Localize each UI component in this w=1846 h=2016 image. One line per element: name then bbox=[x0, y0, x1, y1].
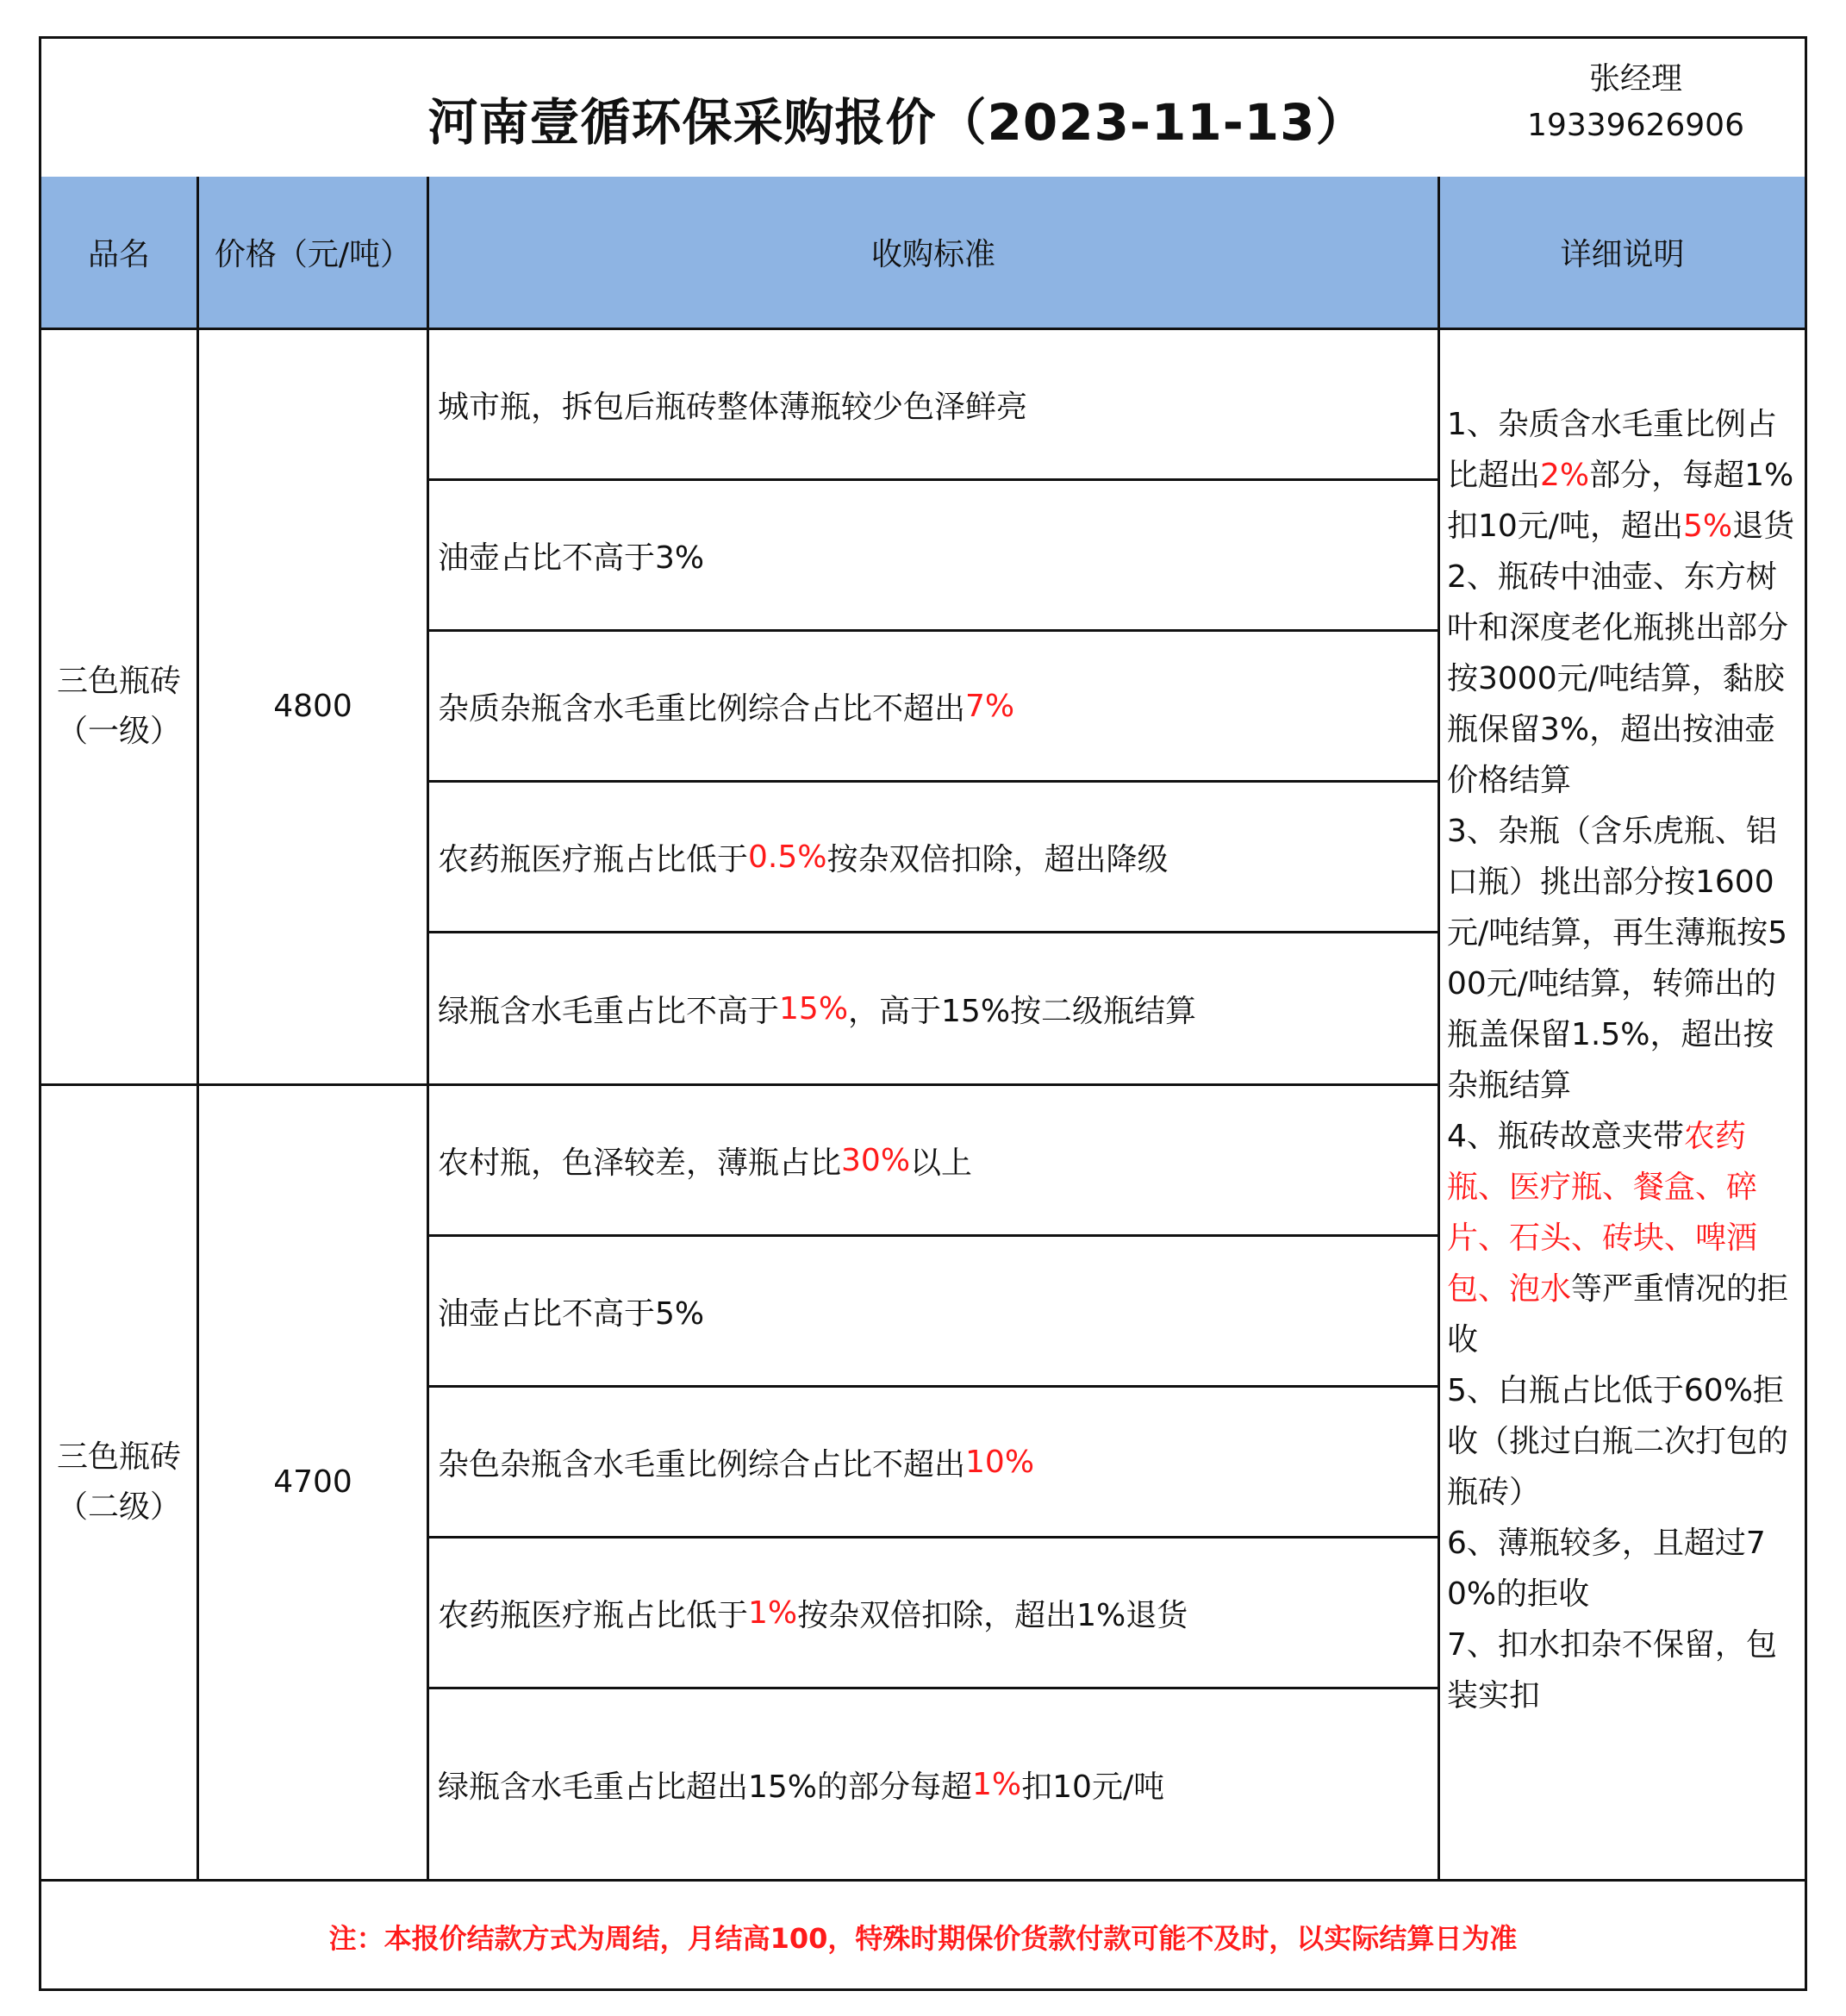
grade-1-price: 4800 bbox=[199, 330, 429, 1086]
footer-row bbox=[41, 1879, 1805, 1991]
criteria-text: 绿瓶含水毛重占比超出15%的部分每超 bbox=[438, 1769, 973, 1805]
detail-item-7: 7、扣水扣杂不保留，包装实扣 bbox=[1447, 1627, 1777, 1713]
detail-text: 退货 bbox=[1732, 509, 1795, 544]
detail-highlight: 5% bbox=[1682, 509, 1733, 544]
criteria-highlight: 0.5% bbox=[748, 839, 827, 875]
criteria-row bbox=[429, 632, 1440, 783]
criteria-row bbox=[429, 330, 1440, 481]
detail-item-1 bbox=[1447, 399, 1801, 552]
contact-info bbox=[1527, 56, 1744, 149]
column-header-name: 品名 bbox=[41, 177, 199, 328]
detail-item-5: 5、白瓶占比低于60%拒收（挑过白瓶二次打包的瓶砖） bbox=[1447, 1373, 1789, 1510]
grade-1-name bbox=[41, 330, 199, 1086]
criteria-highlight: 1% bbox=[748, 1595, 798, 1631]
criteria-row bbox=[429, 1689, 1440, 1879]
contact-phone: 19339626906 bbox=[1527, 108, 1744, 143]
criteria-text: 农村瓶，色泽较差，薄瓶占比 bbox=[438, 1145, 842, 1181]
criteria-row bbox=[429, 1388, 1440, 1539]
details-cell bbox=[1440, 330, 1805, 1879]
criteria-row bbox=[429, 933, 1440, 1086]
criteria-text: 农药瓶医疗瓶占比低于 bbox=[438, 841, 749, 877]
criteria-row bbox=[429, 1237, 1440, 1388]
contact-name: 张经理 bbox=[1589, 61, 1683, 97]
column-header-criteria: 收购标准 bbox=[429, 177, 1440, 328]
grade-2-name-line2: （二级） bbox=[56, 1489, 181, 1525]
table-body bbox=[41, 330, 1805, 1879]
detail-item-2: 2、瓶砖中油壶、东方树叶和深度老化瓶挑出部分按3000元/吨结算，黏胶瓶保留3%，超出按油壶价格结算 bbox=[1447, 559, 1789, 798]
criteria-row bbox=[429, 481, 1440, 632]
criteria-row bbox=[429, 1086, 1440, 1237]
criteria-text: 杂质杂瓶含水毛重比例综合占比不超出 bbox=[438, 690, 966, 727]
criteria-text: 油壶占比不高于3% bbox=[438, 540, 705, 576]
criteria-text-after: 以上 bbox=[910, 1145, 973, 1181]
detail-item-3: 3、杂瓶（含乐虎瓶、铝口瓶）挑出部分按1600元/吨结算，再生薄瓶按500元/吨结算，转筛出的瓶盖保留1.5%，超出按杂瓶结算 bbox=[1447, 814, 1788, 1103]
criteria-highlight: 15% bbox=[779, 990, 849, 1027]
criteria-row bbox=[429, 1539, 1440, 1689]
detail-highlight: 农药瓶、医疗瓶、餐盒、碎片、石头、砖块、啤酒包、泡水 bbox=[1447, 1119, 1758, 1307]
title-row bbox=[41, 39, 1805, 179]
criteria-row bbox=[429, 783, 1440, 933]
table-header-row bbox=[41, 177, 1805, 330]
criteria-text-after: ，高于15%按二级瓶结算 bbox=[848, 993, 1197, 1029]
criteria-highlight: 10% bbox=[965, 1444, 1035, 1480]
page-title: 河南壹循环保采购报价（2023-11-13） bbox=[427, 93, 1367, 152]
detail-text: 1、杂质含水毛重比例占比超出 bbox=[1447, 407, 1777, 493]
detail-item-6: 6、薄瓶较多，且超过70%的拒收 bbox=[1447, 1526, 1766, 1612]
grade-1-name-line2: （一级） bbox=[56, 714, 181, 749]
column-header-price: 价格（元/吨） bbox=[199, 177, 429, 328]
detail-text: 4、瓶砖故意夹带 bbox=[1447, 1119, 1684, 1154]
column-header-details: 详细说明 bbox=[1560, 237, 1685, 272]
grade-2-name bbox=[41, 1086, 199, 1879]
detail-text: 部分，每超1%扣10元/吨，超出 bbox=[1447, 458, 1794, 544]
footer-note: 注：本报价结款方式为周结，月结高100，特殊时期保价货款付款可能不及时，以实际结算日为准 bbox=[328, 1921, 1518, 1955]
detail-item-4 bbox=[1447, 1111, 1801, 1365]
criteria-text: 杂色杂瓶含水毛重比例综合占比不超出 bbox=[438, 1446, 966, 1482]
criteria-text: 绿瓶含水毛重占比不高于 bbox=[438, 993, 780, 1029]
criteria-text-after: 按杂双倍扣除，超出降级 bbox=[826, 841, 1169, 877]
criteria-highlight: 30% bbox=[841, 1142, 911, 1178]
criteria-highlight: 1% bbox=[972, 1766, 1022, 1802]
detail-highlight: 2% bbox=[1540, 458, 1590, 493]
criteria-text: 城市瓶，拆包后瓶砖整体薄瓶较少色泽鲜亮 bbox=[438, 389, 1028, 425]
criteria-text-after: 扣10元/吨 bbox=[1021, 1769, 1165, 1805]
grade-1-name-line1: 三色瓶砖 bbox=[56, 664, 181, 699]
grade-2-name-line1: 三色瓶砖 bbox=[56, 1439, 181, 1475]
criteria-text: 农药瓶医疗瓶占比低于 bbox=[438, 1597, 749, 1633]
criteria-highlight: 7% bbox=[965, 688, 1015, 724]
detail-text: 等严重情况的拒收 bbox=[1447, 1271, 1789, 1358]
price-table bbox=[39, 36, 1807, 1991]
criteria-text: 油壶占比不高于5% bbox=[438, 1295, 705, 1332]
grade-2-price: 4700 bbox=[199, 1086, 429, 1879]
criteria-text-after: 按杂双倍扣除，超出1%退货 bbox=[797, 1597, 1188, 1633]
